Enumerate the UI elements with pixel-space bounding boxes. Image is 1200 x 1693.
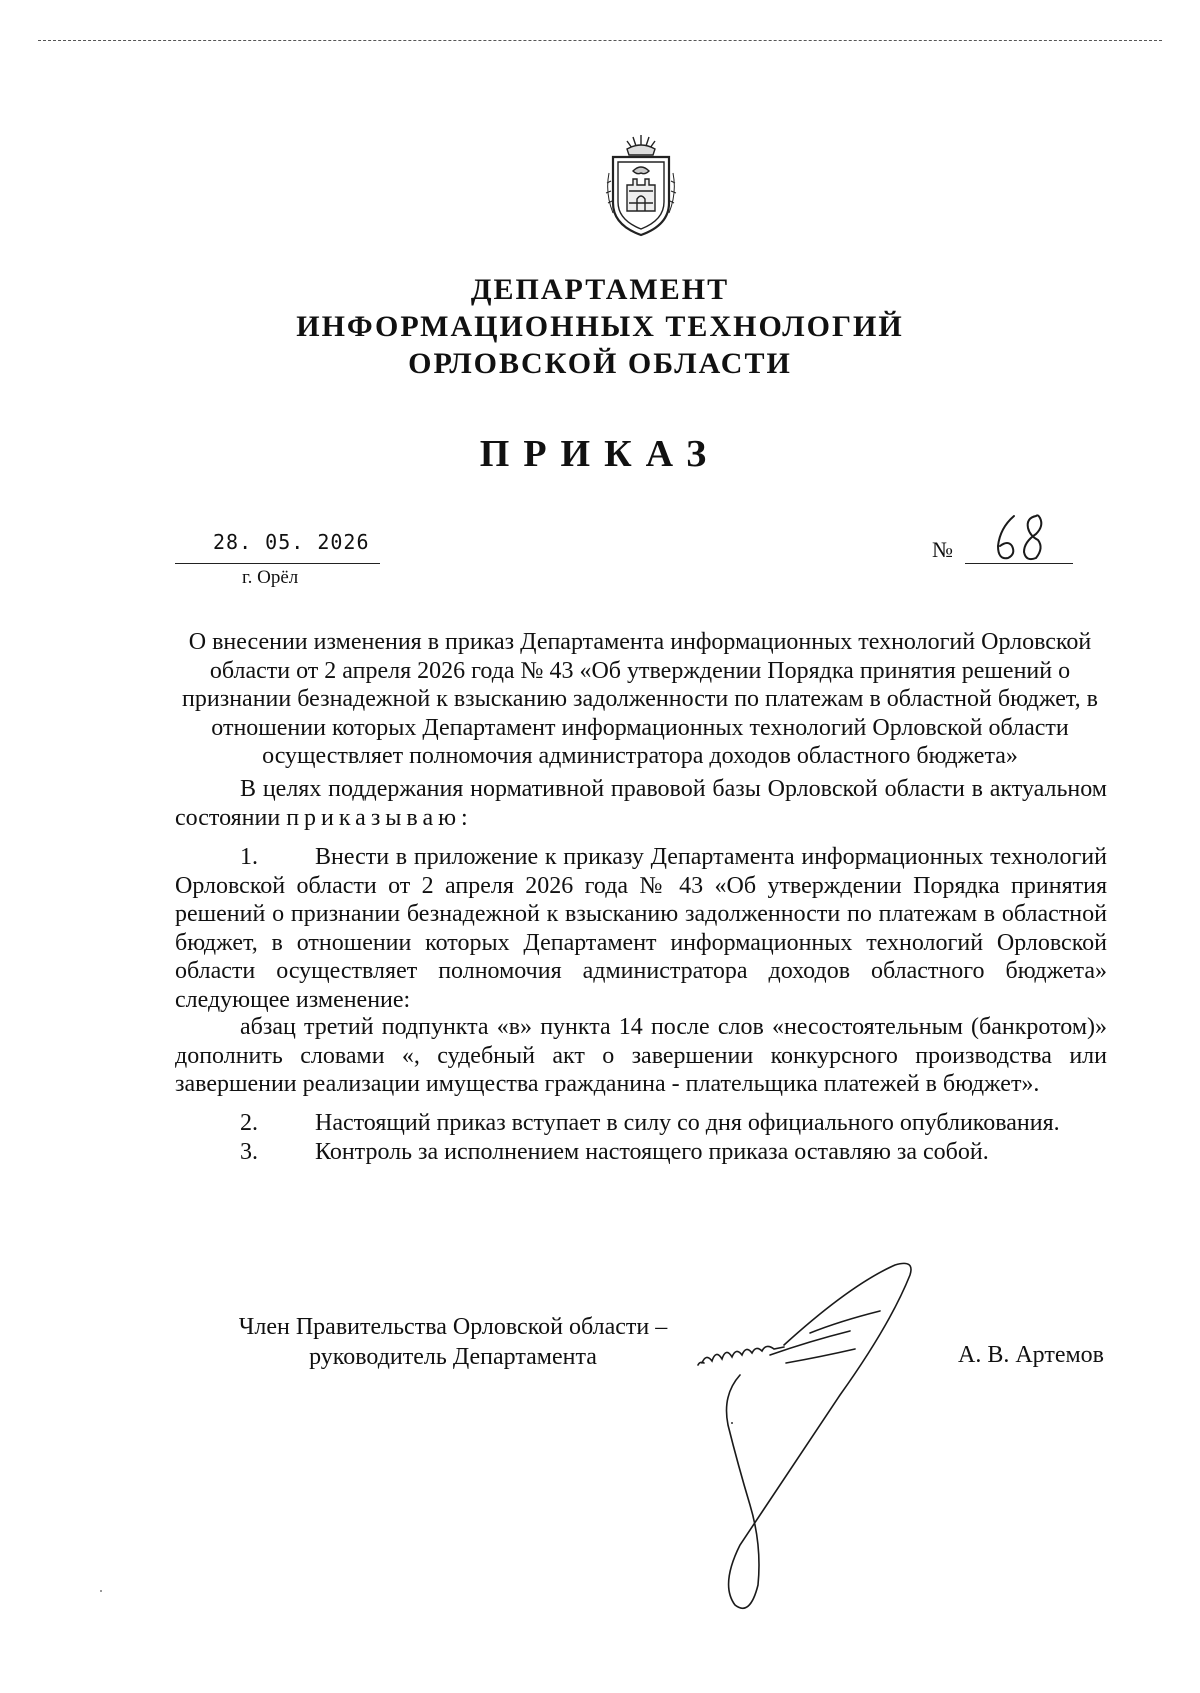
order-subject: О внесении изменения в приказ Департамента информационных технологий Орловской области от 2 апреля 2026 года № 43 «Об утверждении Порядка принятия решений о признании безнадежной к взысканию задолженности по платежам в областной бюджет, в отношении которых Департамент информационных технологий Орловской области осуществляет полномочия администратора доходов областного бюджета» bbox=[182, 629, 1098, 769]
preamble-keyword: приказываю bbox=[286, 804, 462, 831]
scan-speck bbox=[100, 1590, 102, 1592]
position-line2: руководитель Департамента bbox=[309, 1344, 597, 1370]
handwritten-signature bbox=[610, 1245, 990, 1625]
item-text: Контроль за исполнением настоящего приказа оставляю за собой. bbox=[315, 1139, 989, 1165]
preamble-text: В целях поддержания нормативной правовой базы Орловской области в актуальном состоянии bbox=[175, 776, 1107, 831]
item-text: Внести в приложение к приказу Департамента информационных технологий Орловской области от 2 апреля 2026 года № 43 «Об утверждении Порядка принятия решений о признании безнадежной к взысканию задолженности по платежам в областной бюджет, в отношении которых Департамент информационных технологий Орловской области осуществляет полномочия администратора доходов областного бюджета» следующее изменение: bbox=[175, 844, 1107, 1013]
item-number: 2. bbox=[240, 1110, 258, 1136]
list-item bbox=[175, 1109, 1107, 1138]
item-number: 1. bbox=[240, 844, 258, 870]
list-item bbox=[175, 843, 1107, 1014]
item-text: абзац третий подпункта «в» пункта 14 после слов «несостоятельным (банкротом)» дополнить словами «, судебный акт о завершении конкурсного производства или завершении реализации имущества гражданина - плательщика платежей в бюджет». bbox=[175, 1014, 1107, 1097]
org-name-line1: ДЕПАРТАМЕНТ bbox=[470, 273, 730, 306]
number-sign: № bbox=[932, 537, 953, 562]
document-type-title: ПРИКАЗ bbox=[479, 433, 721, 475]
order-number-handwritten bbox=[990, 510, 1050, 566]
preamble bbox=[175, 775, 1107, 832]
coat-of-arms-icon bbox=[603, 133, 679, 239]
org-name-line2: ИНФОРМАЦИОННЫХ ТЕХНОЛОГИЙ bbox=[296, 310, 904, 343]
top-scan-rule bbox=[38, 40, 1162, 41]
date-underline bbox=[175, 563, 380, 564]
order-city: г. Орёл bbox=[242, 567, 299, 588]
preamble-colon: : bbox=[461, 804, 468, 831]
list-item bbox=[175, 1138, 1107, 1167]
order-date: 28. 05. 2026 bbox=[213, 530, 370, 554]
org-name-line3: ОРЛОВСКОЙ ОБЛАСТИ bbox=[408, 347, 792, 380]
item-text: Настоящий приказ вступает в силу со дня официального опубликования. bbox=[315, 1110, 1060, 1136]
signatory-name: А. В. Артемов bbox=[958, 1342, 1105, 1368]
list-item bbox=[175, 1013, 1107, 1099]
position-line1: Член Правительства Орловской области – bbox=[238, 1314, 668, 1340]
item-number: 3. bbox=[240, 1139, 258, 1165]
